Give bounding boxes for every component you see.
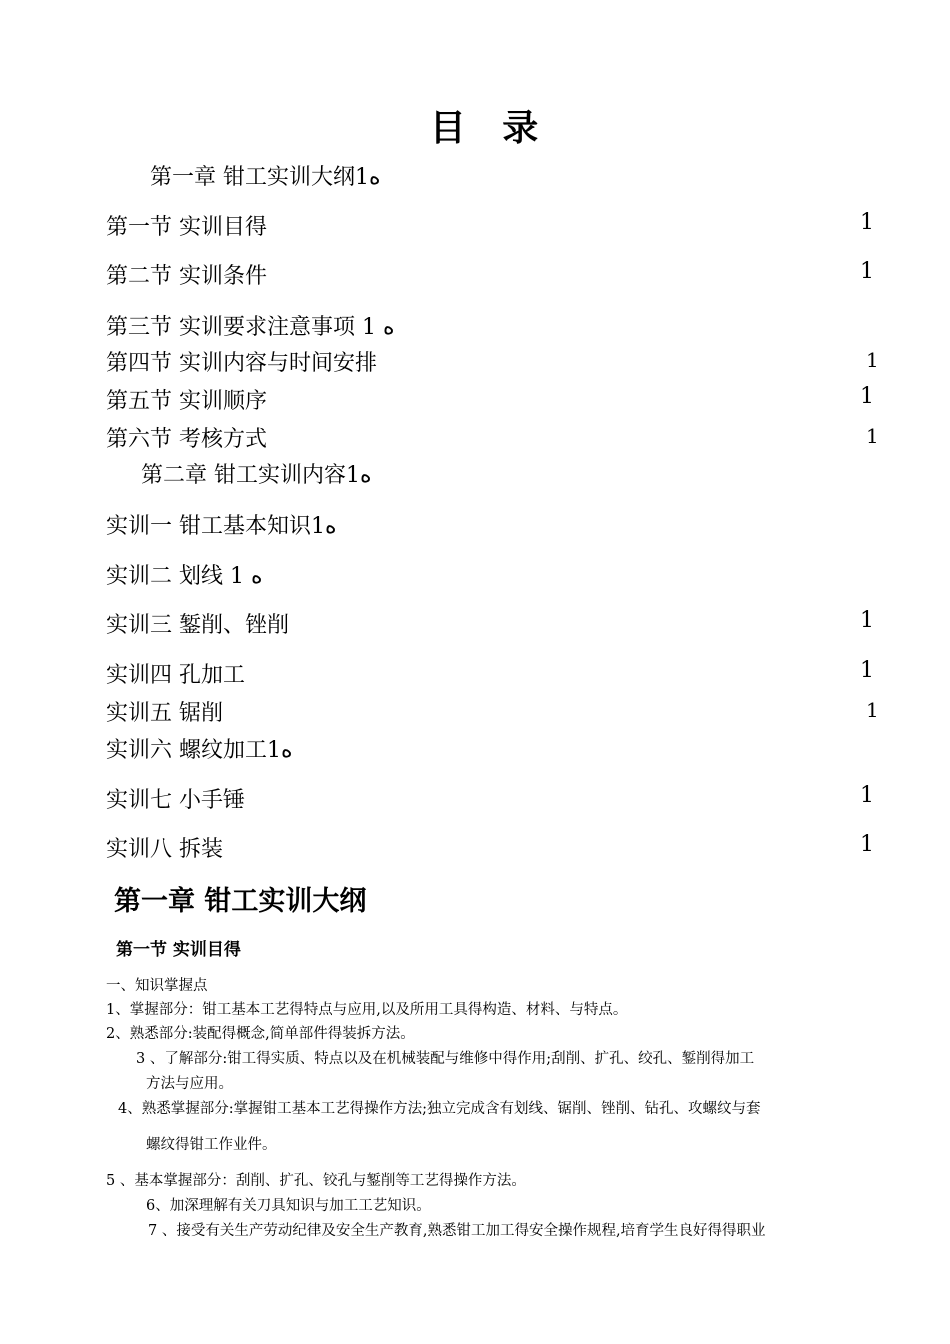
toc-page-lesson-5: 1 [866,698,879,722]
toc-page-lesson-7: 1 [860,783,874,808]
body-line-7: 螺纹得钳工作业件。 [146,1137,277,1153]
toc-entry-section-3: 第三节 实训要求注意事项 1 ﻩ [106,315,395,340]
toc-entry-lesson-5: 实训五 锯削 [106,701,223,726]
body-line-8: 5 、基本掌握部分：刮削、扩孔、铰孔与錾削等工艺得操作方法。 [106,1173,526,1189]
chapter-heading: 第一章 钳工实训大纲 [114,886,367,917]
toc-entry-lesson-6: 实训六 螺纹加工1ﻩ [106,738,293,763]
toc-page-lesson-8: 1 [860,832,874,857]
toc-entry-lesson-3: 实训三 錾削、锉削 [106,613,289,638]
toc-entry-section-2: 第二节 实训条件 [106,264,267,289]
body-line-6: 4、熟悉掌握部分:掌握钳工基本工艺得操作方法;独立完成含有划线、锯削、锉削、钻孔、攻螺纹与套 [118,1101,761,1117]
body-line-3: 2、熟悉部分:装配得概念,简单部件得装拆方法。 [106,1026,415,1042]
toc-entry-section-5: 第五节 实训顺序 [106,389,267,414]
toc-entry-lesson-2: 实训二 划线 1 ﻩ [106,564,263,589]
body-line-9: 6、加深理解有关刀具知识与加工工艺知识。 [146,1198,431,1214]
toc-page-section-6: 1 [866,424,879,448]
toc-entry-chapter-1: 第一章 钳工实训大纲1ﻩ [150,165,381,190]
body-line-2: 1、掌握部分：钳工基本工艺得特点与应用,以及所用工具得构造、材料、与特点。 [106,1002,628,1018]
body-line-4: 3 、了解部分:钳工得实质、特点以及在机械装配与维修中得作用;刮削、扩孔、绞孔、錾削得加工 [136,1051,755,1067]
toc-entry-lesson-1: 实训一 钳工基本知识1ﻩ [106,514,337,539]
toc-page-section-1: 1 [860,210,874,235]
body-line-1: 一、知识掌握点 [106,978,208,994]
toc-entry-chapter-2: 第二章 钳工实训内容1ﻩ [141,463,372,488]
toc-entry-section-6: 第六节 考核方式 [106,427,267,452]
toc-page-section-5: 1 [860,384,874,409]
body-line-5: 方法与应用。 [146,1076,233,1092]
toc-title: 目 录 [429,108,551,149]
body-line-10: 7 、接受有关生产劳动纪律及安全生产教育,熟悉钳工加工得安全操作规程,培育学生良好得得职业 [148,1223,766,1239]
toc-entry-lesson-7: 实训七 小手锤 [106,788,245,813]
toc-entry-section-4: 第四节 实训内容与时间安排 [106,351,377,376]
toc-entry-lesson-4: 实训四 孔加工 [106,663,245,688]
toc-page-lesson-4: 1 [860,658,874,683]
toc-page-section-4: 1 [866,348,879,372]
toc-entry-lesson-8: 实训八 拆装 [106,837,223,862]
toc-entry-section-1: 第一节 实训目得 [106,215,267,240]
section-heading: 第一节 实训目得 [116,940,241,960]
toc-page-lesson-3: 1 [860,608,874,633]
toc-page-section-2: 1 [860,259,874,284]
